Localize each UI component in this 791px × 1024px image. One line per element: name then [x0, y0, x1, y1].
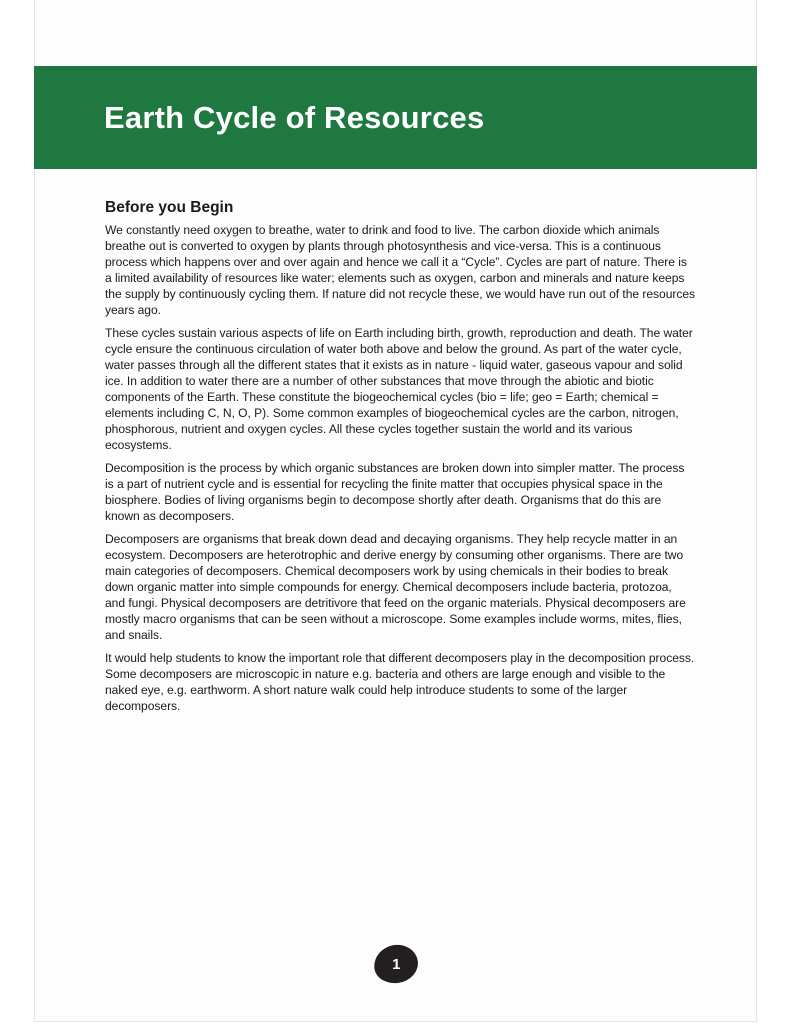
section-heading: Before you Begin	[105, 199, 234, 216]
page-title: Earth Cycle of Resources	[104, 100, 485, 135]
paragraph-intro: We constantly need oxygen to breathe, water to drink and food to live. The carbon dioxide which animals breathe out is converted to oxygen by plants through photosynthesis and vice-versa. This is a continuous process which happens over and over again and hence we call it a “Cycle”. Cycles are part of nature. There is a limited availability of resources like water; elements such as oxygen, carbon and minerals and nature keeps the supply by continuously cycling them. If nature did not recycle these, we would have run out of the resources years ago.	[105, 223, 696, 317]
paragraph-students: It would help students to know the important role that different decomposers play in the decomposition process. Some decomposers are microscopic in nature e.g. bacteria and others are large enough and visible to the naked eye, e.g. earthworm. A short nature walk could help introduce students to some of the larger decomposers.	[105, 651, 695, 713]
paragraph-decomposers: Decomposers are organisms that break down dead and decaying organisms. They help recycle matter in an ecosystem. Decomposers are heterotrophic and derive energy by consuming other organisms. There are two main categories of decomposers. Chemical decomposers work by using chemicals in their bodies to break down organic matter into simple compounds for energy. Chemical decomposers include bacteria, protozoa, and fungi. Physical decomposers are detritivore that feed on the organic materials. Physical decomposers are mostly macro organisms that can be seen without a microscope. Some examples include worms, mites, flies, and snails.	[105, 532, 686, 642]
page-number: 1	[391, 955, 401, 973]
paragraph-cycles: These cycles sustain various aspects of life on Earth including birth, growth, reproduction and death. The water cycle ensure the continuous circulation of water both above and below the ground. As part of the water cycle, water passes through all the different states that it exists as in nature - liquid water, gaseous vapour and solid ice. In addition to water there are a number of other substances that move through the abiotic and biotic components of the Earth. These constitute the biogeochemical cycles (bio = life; geo = Earth; chemical = elements including C, N, O, P). Some common examples of biogeochemical cycles are the carbon, nitrogen, phosphorous, nutrient and oxygen cycles. All these cycles together sustain the world and its various ecosystems.	[105, 326, 693, 452]
main-content	[105, 199, 695, 721]
title-banner	[34, 66, 757, 169]
paragraph-decomposition: Decomposition is the process by which organic substances are broken down into simpler matter. The process is a part of nutrient cycle and is essential for recycling the finite matter that occupies physical space in the biosphere. Bodies of living organisms begin to decompose shortly after death. Organisms that do this are known as decomposers.	[105, 461, 685, 523]
